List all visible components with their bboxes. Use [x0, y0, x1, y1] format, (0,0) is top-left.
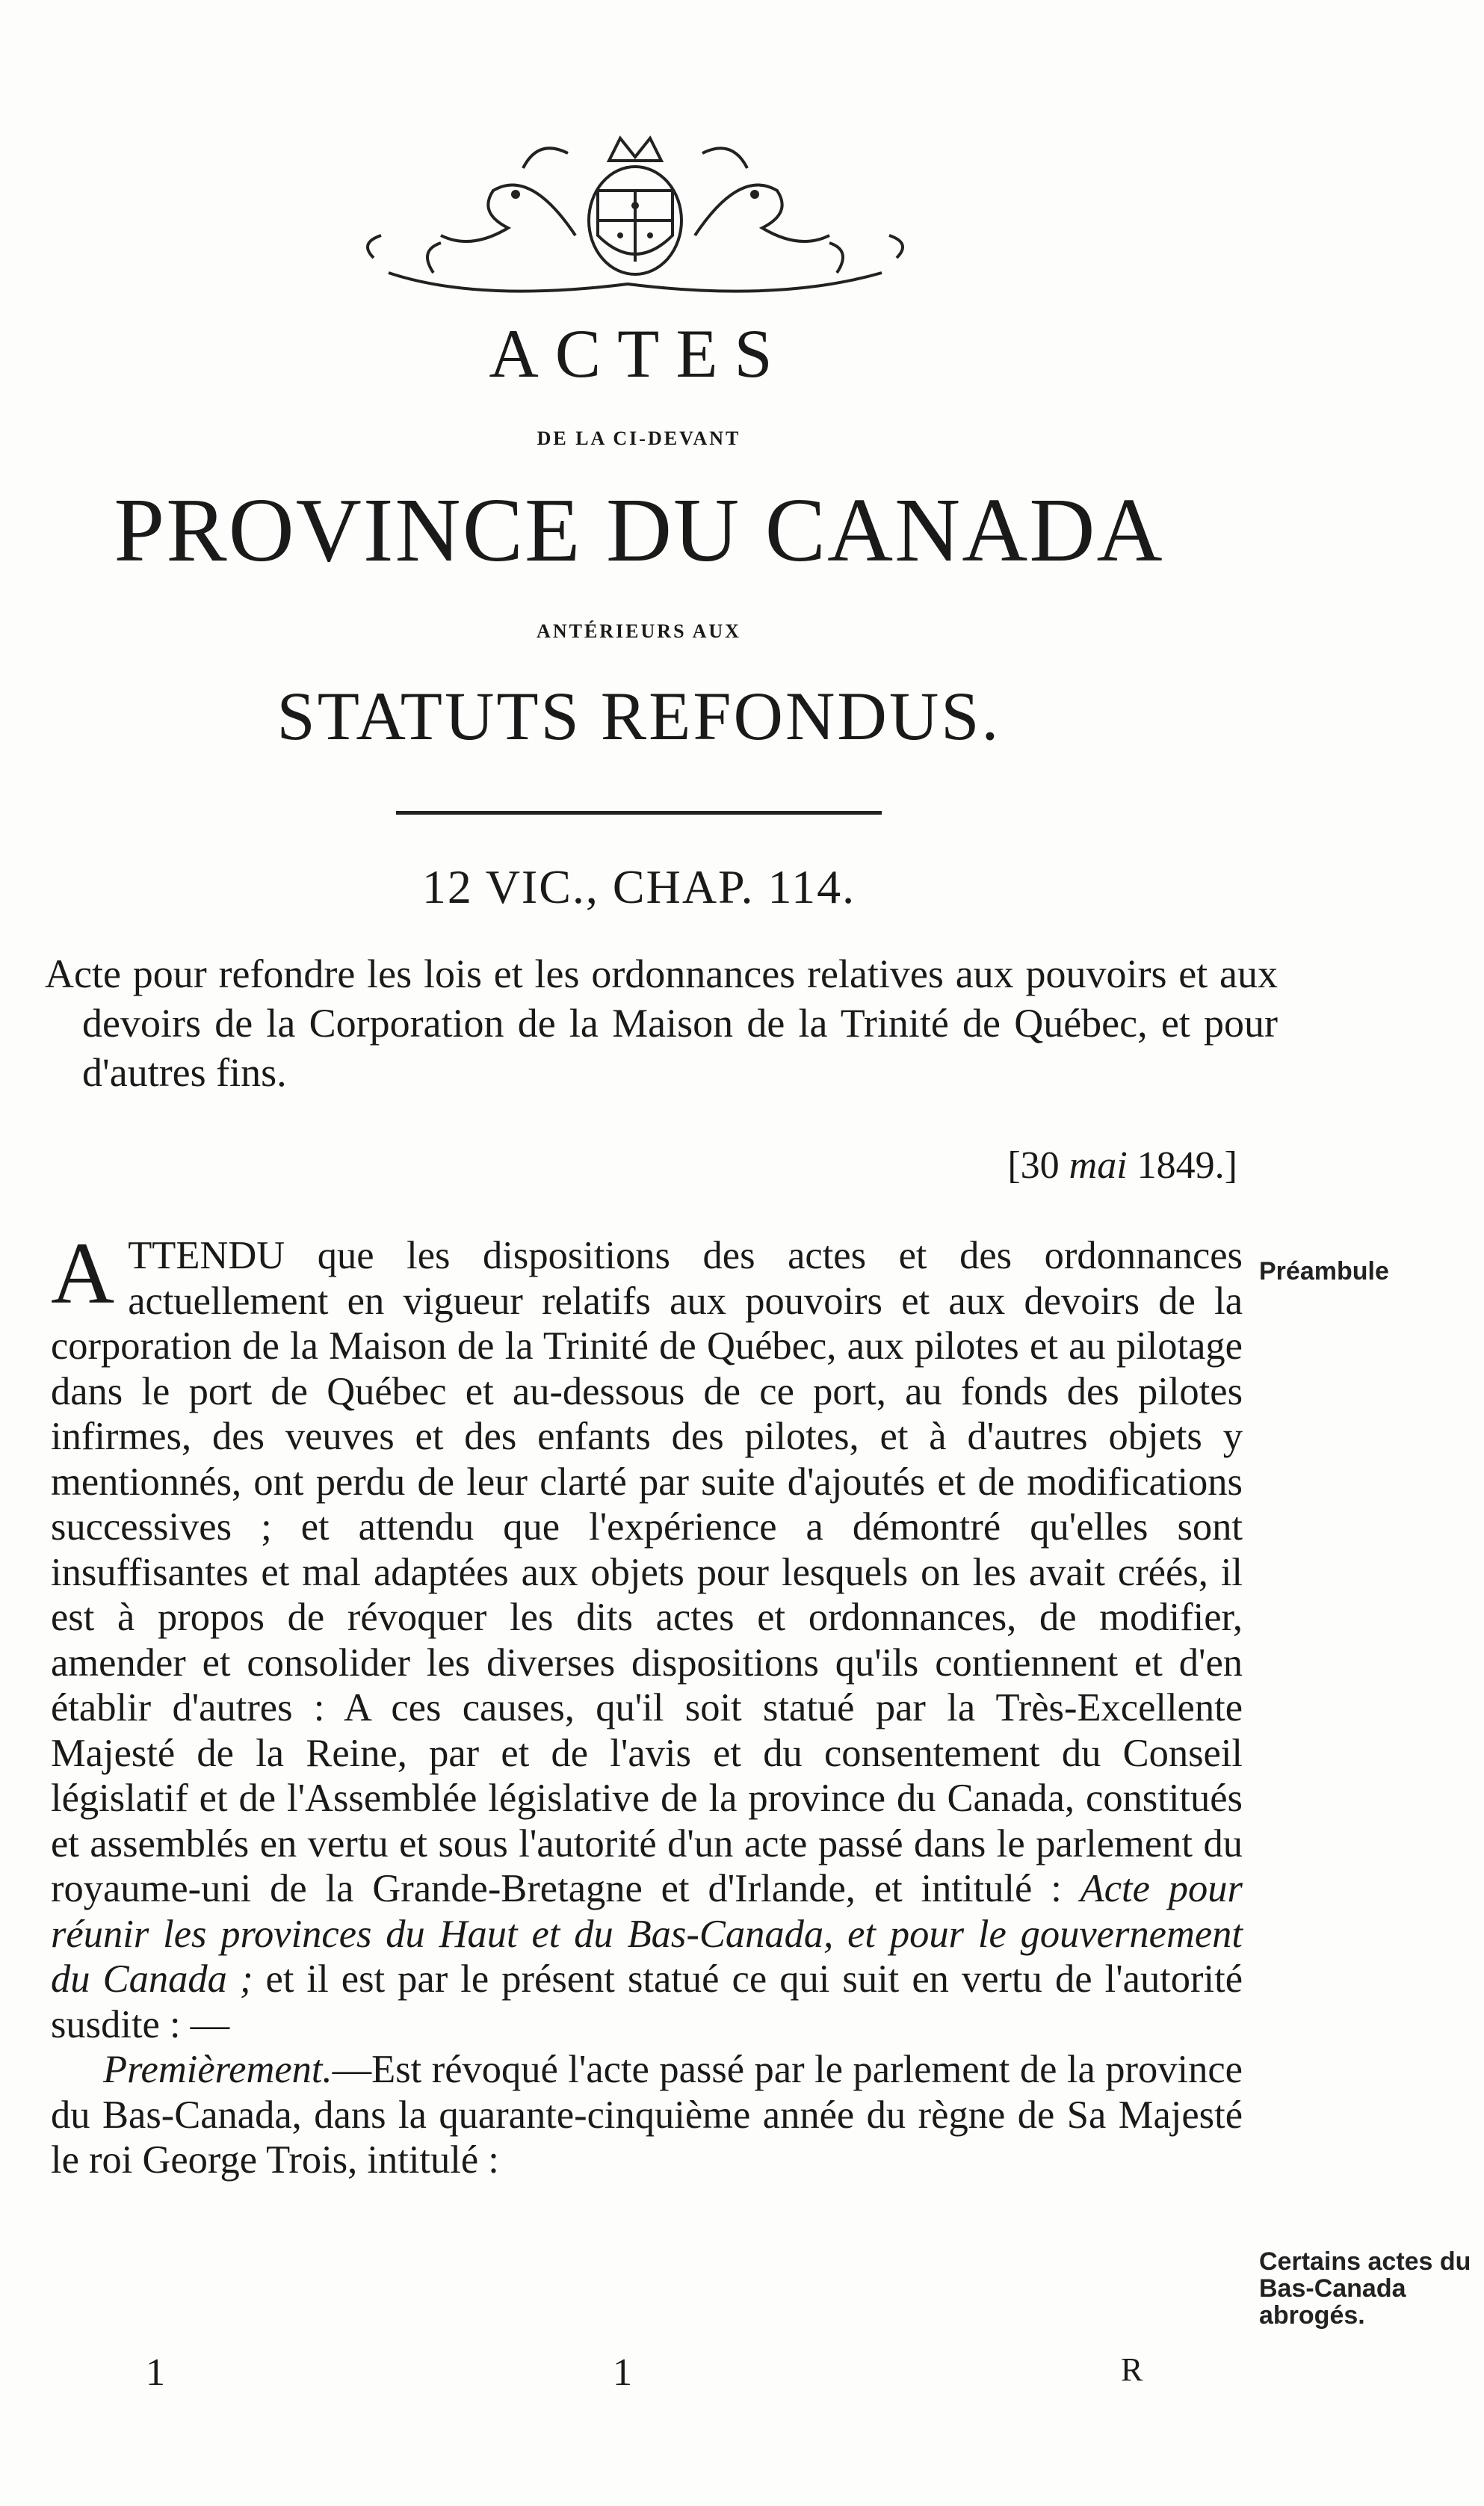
assent-date: [1007, 1144, 1237, 1188]
footer-signature-left: 1: [146, 2351, 165, 2394]
footer-signature-center: 1: [613, 2351, 632, 2394]
section-first-paragraph: [51, 2047, 1243, 2183]
preamble-text-1: TTENDU que les dispositions des actes et des ordonnances actuellement en vigueur relatifs aux pouvoirs et aux devoirs de la corporation de la Maison de la Trinité de Québec, aux pilotes et au pilotage dans le port de Québec et au-dessous de ce port, au fonds des pilotes infirmes, des veuves et des enfants des pilotes, et à d'autres objets y mentionnés, ont perdu de leur clarté par suite d'ajoutés et de modifications successives ; et attendu que l'expérience a démontré qu'elles sont insuffisantes et mal adaptées aux objets pour lesquels on les avait créés, il est à propos de révoquer les dits actes et ordonnances, de modifier, amender et consolider les diverses dispositions qu'ils contiennent et d'en établir d'autres : A ces causes, qu'il soit statué par la Très-Excellente Majesté de la Reine, par et de l'avis et du consentement du Conseil législatif et de l'Assemblée législative de la province du Canada, constitués et assemblés en vertu et sous l'autorité d'un acte passé dans le parlement du royaume-uni de la Grande-Bretagne et d'Irlande, et intitulé :: [51, 1234, 1243, 1910]
chapter-heading: 12 VIC., CHAP. 114.: [421, 860, 856, 913]
section-first-label: Premièrement.: [103, 2048, 333, 2091]
title-divider: [396, 811, 882, 815]
margin-note-preamble: Préambule: [1259, 1257, 1389, 1286]
act-long-title-text: Acte pour refondre les lois et les ordonnances relatives aux pouvoirs et aux devoirs de la Corporation de la Maison de la Trinité de Québec, et pour d'autres fins.: [45, 951, 1278, 1095]
footer-signature-right: R: [1121, 2351, 1143, 2388]
margin-note-repeal: Certains actes du Bas-Canada abrogés.: [1259, 2247, 1471, 2330]
act-long-title: [45, 949, 1278, 1097]
title-subline-2: ANTÉRIEURS AUX: [537, 620, 741, 642]
title-subline-1: DE LA CI-DEVANT: [537, 428, 741, 449]
preamble-text-2: et il est par le présent statué ce qui suit en vertu de l'autorité susdite : —: [51, 1957, 1243, 2046]
preamble-italic-title: Acte pour réunir les provinces du Haut et du Bas-Canada, et pour le gouvernement du Canada ;: [51, 1867, 1243, 2001]
section-first-text: —Est révoqué l'acte passé par le parlement de la province du Bas-Canada, dans la quarante-cinquième année du règne de Sa Majesté le roi George Trois, intitulé :: [51, 2048, 1243, 2182]
drop-cap: A: [51, 1224, 115, 1322]
date-close: 1849.]: [1127, 1144, 1237, 1187]
royal-coat-of-arms: [329, 123, 942, 303]
date-open: [30: [1007, 1144, 1069, 1187]
title-statuts: STATUTS REFONDUS.: [276, 678, 1001, 754]
preamble-paragraph: [51, 1224, 1243, 2047]
title-actes: ACTES: [489, 315, 789, 392]
act-body: [51, 1224, 1243, 2183]
date-month: mai: [1069, 1144, 1128, 1187]
title-province: PROVINCE DU CANADA: [114, 480, 1164, 581]
